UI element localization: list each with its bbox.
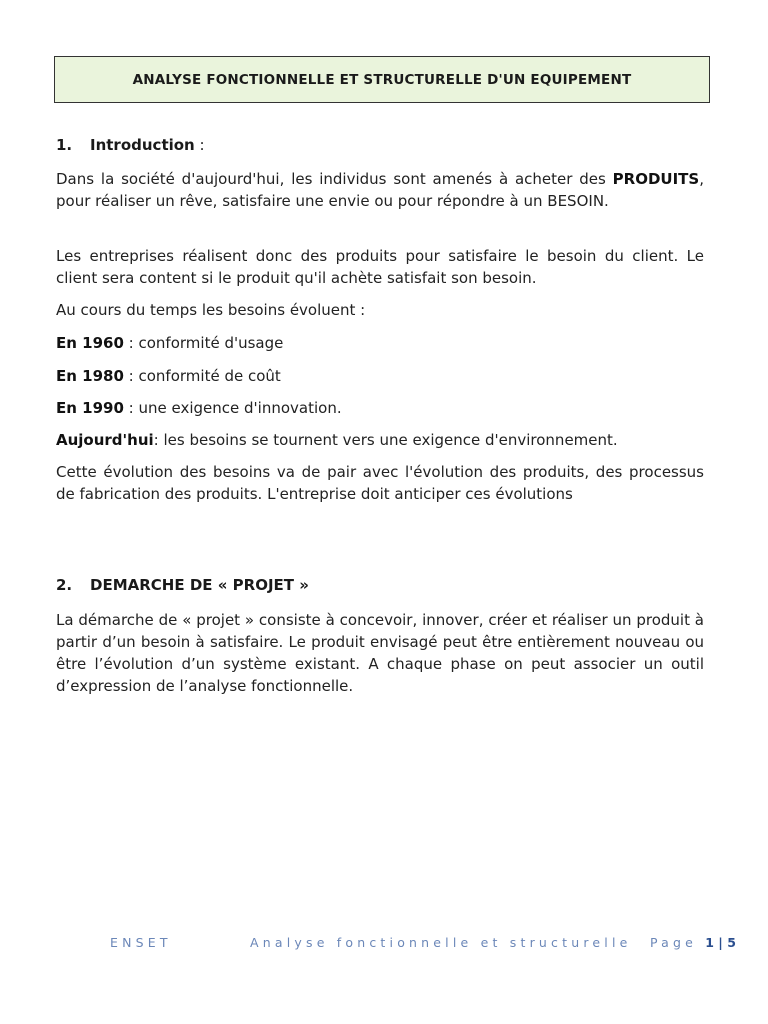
- era-1980: [56, 365, 704, 387]
- intro-p1-text-b: , pour réaliser un rêve, satisfaire une envie ou pour répondre à un BESOIN.: [56, 170, 704, 210]
- era-1960-label: En 1960: [56, 334, 124, 352]
- era-today-text: : les besoins se tournent vers une exigence d'environnement.: [153, 431, 618, 449]
- era-1980-text: : conformité de coût: [123, 367, 281, 385]
- era-1960-text: : conformité d'usage: [123, 334, 284, 352]
- section-2-title: DEMARCHE DE « PROJET »: [90, 576, 309, 594]
- intro-p1-text-a: Dans la société d'aujourd'hui, les individus sont amenés à acheter des: [56, 170, 613, 188]
- intro-p1-bold: PRODUITS: [612, 170, 700, 188]
- era-1990-label: En 1990: [56, 399, 124, 417]
- footer-page-label: Page: [650, 935, 698, 950]
- intro-paragraph-3: Au cours du temps les besoins évoluent :: [56, 301, 366, 319]
- era-1990: [56, 397, 704, 419]
- era-today-label: Aujourd'hui: [56, 431, 154, 449]
- footer-page-number: 1 | 5: [705, 935, 736, 950]
- section-1-number: 1.: [56, 136, 73, 154]
- section-2-heading: [56, 576, 309, 594]
- footer-left: ENSET: [110, 935, 172, 950]
- intro-paragraph-4: Cette évolution des besoins va de pair avec l'évolution des produits, des processus de fabrication des produits. L'entreprise doit anticiper ces évolutions: [56, 463, 704, 503]
- section-2-number: 2.: [56, 576, 73, 594]
- era-1990-text: : une exigence d'innovation.: [123, 399, 342, 417]
- footer-page: [650, 935, 736, 950]
- section-1-heading: [56, 136, 205, 154]
- era-1960: [56, 332, 704, 354]
- footer-center: Analyse fonctionnelle et structurelle: [250, 935, 632, 950]
- document-title: ANALYSE FONCTIONNELLE ET STRUCTURELLE D'UN EQUIPEMENT: [132, 71, 632, 88]
- era-1980-label: En 1980: [56, 367, 124, 385]
- intro-paragraph-2: Les entreprises réalisent donc des produits pour satisfaire le besoin du client. Le client sera content si le produit qu'il achète satisfait son besoin.: [56, 247, 704, 287]
- intro-paragraph-1: [56, 168, 704, 212]
- document-title-box: [54, 56, 710, 103]
- section-1-title: Introduction: [90, 136, 195, 154]
- section-1-title-suffix: :: [194, 136, 205, 154]
- project-paragraph: La démarche de « projet » consiste à concevoir, innover, créer et réaliser un produit à partir d’un besoin à satisfaire. Le produit envisagé peut être entièrement nouveau ou être l’évolution d’un système existant. A chaque phase on peut associer un outil d’expression de l’analyse fonctionnelle.: [56, 611, 704, 695]
- era-today: [56, 429, 704, 451]
